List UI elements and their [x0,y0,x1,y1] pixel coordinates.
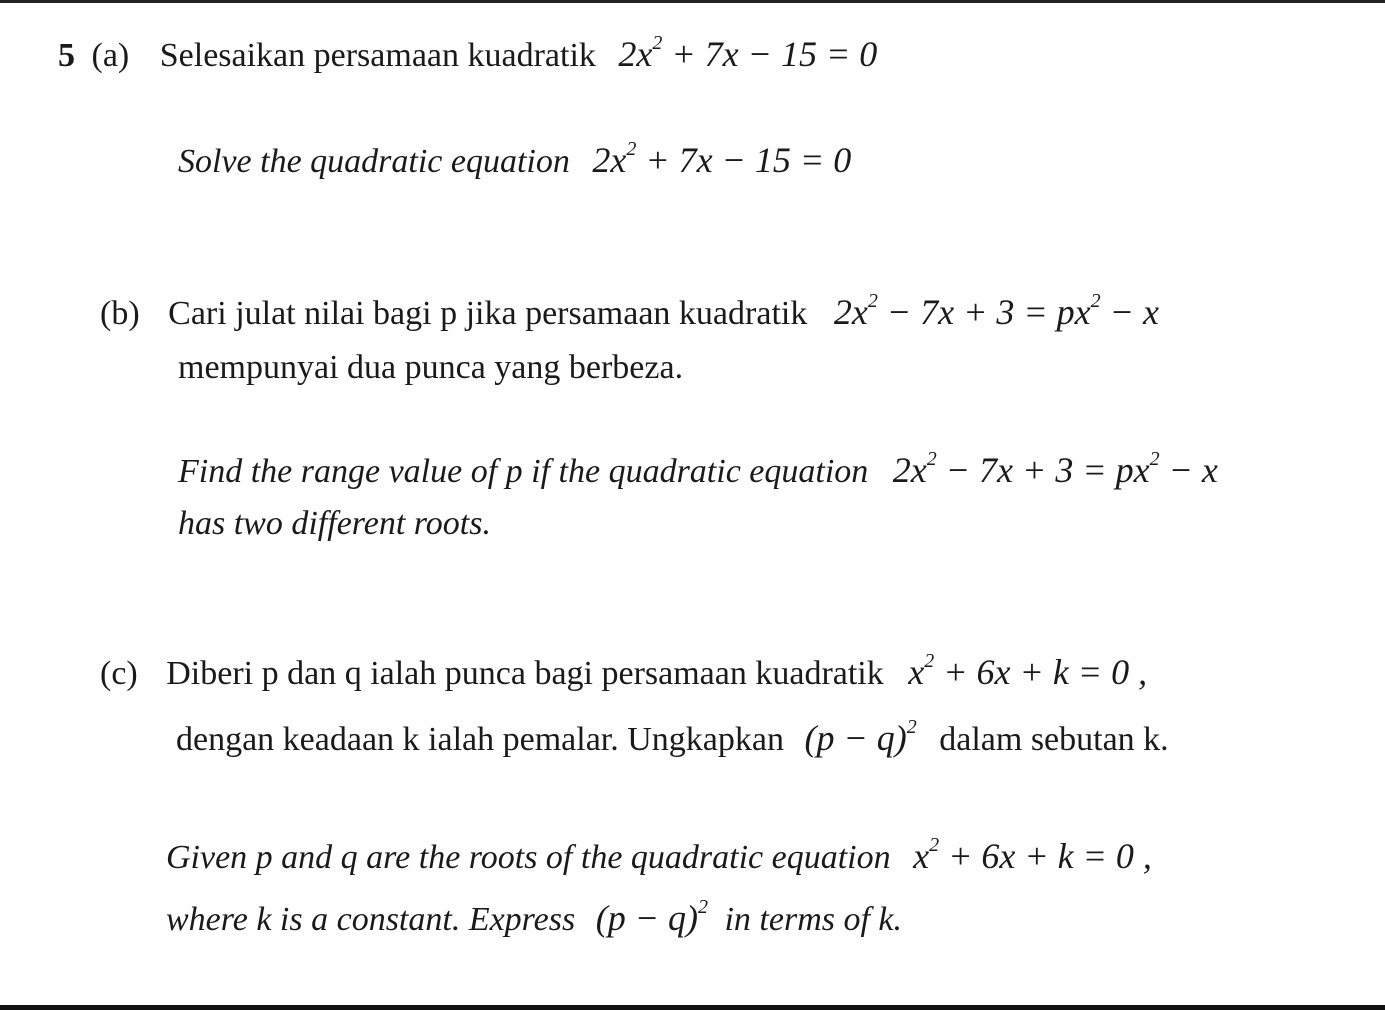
part-b-malay-text-1: Cari julat nilai bagi p jika persamaan kuadratik [168,295,808,332]
part-a-label: (a) [91,37,130,74]
part-b-malay-line-2 [178,348,683,388]
part-a-malay-text: Selesaikan persamaan kuadratik [159,37,596,74]
part-c-malay-text-2b: dalam sebutan k. [939,721,1169,758]
part-b-english-text-2: has two different roots. [178,505,491,542]
part-c-expression-malay: $(p - q)^2$ [804,716,917,758]
part-b-equation-malay: $2x^2 - 7x + 3 = px^2 - x$ [833,290,1159,332]
part-a-english-text: Solve the quadratic equation [178,143,570,180]
part-c-english-line-2 [166,898,902,940]
part-a-equation-english: $2x^2 + 7x - 15 = 0$ [592,138,852,180]
part-c-equation-malay: $x^2 + 6x + k = 0$ , [908,650,1148,692]
part-c-english-line-1 [166,836,1152,878]
question-number: 5 [58,37,75,74]
bottom-border [0,1005,1385,1010]
part-a-english-line [178,140,851,182]
top-border [0,0,1385,3]
part-c-english-text-2a: where k is a constant. Express [166,901,576,938]
part-b-english-text-1: Find the range value of p if the quadratic equation [178,453,869,490]
part-c-malay-text-2a: dengan keadaan k ialah pemalar. Ungkapkan [176,721,784,758]
part-b-label: (b) [100,295,140,332]
part-a-equation-malay: $2x^2 + 7x - 15 = 0$ [618,32,878,74]
part-b-malay-text-2: mempunyai dua punca yang berbeza. [178,349,684,386]
part-c-malay-line-1 [100,652,1147,694]
part-b-english-line-2 [178,504,491,544]
part-c-english-text-2b: in terms of k. [724,901,903,938]
part-b-malay-line-1 [100,292,1159,334]
part-c-english-text-1: Given p and q are the roots of the quadratic equation [166,839,891,876]
part-c-expression-english: $(p - q)^2$ [595,896,708,938]
part-b-equation-english: $2x^2 - 7x + 3 = px^2 - x$ [892,448,1218,490]
part-b-english-line-1 [178,450,1218,492]
part-a-malay-line [58,34,877,76]
part-c-malay-text-1: Diberi p dan q ialah punca bagi persamaan kuadratik [166,655,884,692]
part-c-malay-line-2 [176,718,1169,760]
part-c-equation-english: $x^2 + 6x + k = 0$ , [913,834,1152,876]
part-c-label: (c) [100,655,138,692]
